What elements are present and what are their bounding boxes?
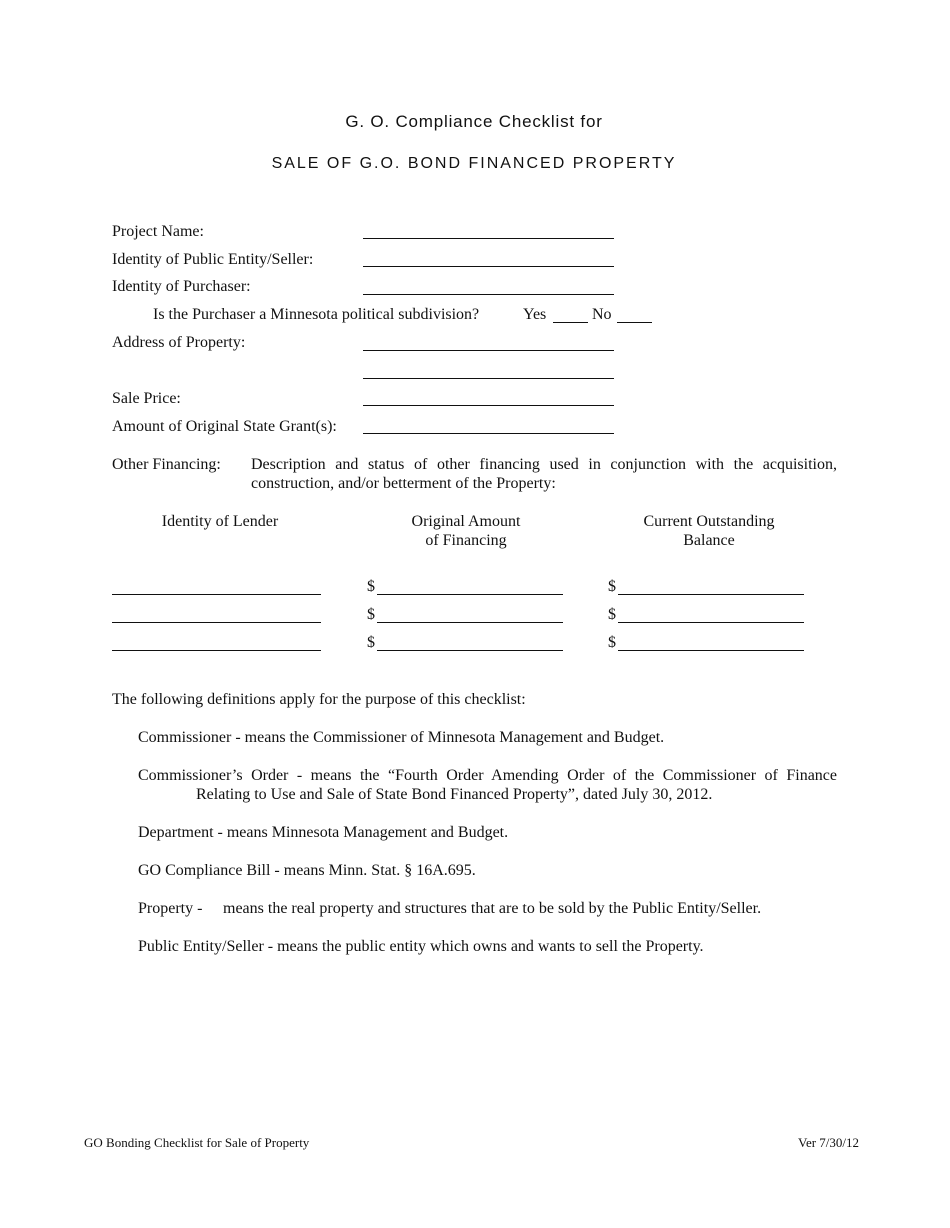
address-field-line1[interactable] — [363, 350, 614, 351]
subdivision-question: Is the Purchaser a Minnesota political subdivision? — [153, 306, 480, 323]
address-label: Address of Property: — [112, 334, 246, 351]
balance-field-2[interactable] — [618, 622, 804, 623]
project-name-label: Project Name: — [112, 223, 204, 240]
balance-field-3[interactable] — [618, 650, 804, 651]
original-amount-field-2[interactable] — [377, 622, 563, 623]
original-amount-field-1[interactable] — [377, 594, 563, 595]
column-header-original-line2: of Financing — [425, 532, 507, 549]
currency-symbol: $ — [608, 606, 616, 623]
column-header-original-line1: Original Amount — [411, 513, 521, 530]
footer-left: GO Bonding Checklist for Sale of Property — [84, 1135, 310, 1150]
other-financing-label: Other Financing: — [112, 456, 221, 473]
column-header-balance-line2: Balance — [683, 532, 735, 549]
grant-label: Amount of Original State Grant(s): — [112, 418, 337, 435]
definition-property-term: Property - — [138, 900, 203, 917]
currency-symbol: $ — [608, 578, 616, 595]
definition-compliance-bill: GO Compliance Bill - means Minn. Stat. § 16A.695. — [138, 862, 476, 879]
lender-field-1[interactable] — [112, 594, 321, 595]
currency-symbol: $ — [608, 634, 616, 651]
currency-symbol: $ — [367, 578, 375, 595]
project-name-field[interactable] — [363, 238, 614, 239]
public-entity-field[interactable] — [363, 266, 614, 267]
sale-price-field[interactable] — [363, 405, 614, 406]
yes-label: Yes — [523, 306, 547, 323]
purchaser-field[interactable] — [363, 294, 614, 295]
page-subtitle: SALE OF G.O. BOND FINANCED PROPERTY — [271, 155, 677, 172]
no-label: No — [592, 306, 612, 323]
currency-symbol: $ — [367, 606, 375, 623]
purchaser-label: Identity of Purchaser: — [112, 278, 251, 295]
definition-order-line1: Commissioner’s Order - means the “Fourth Order Amending Order of the Commissioner of Finance — [138, 767, 837, 784]
balance-field-1[interactable] — [618, 594, 804, 595]
lender-field-3[interactable] — [112, 650, 321, 651]
page-title: G. O. Compliance Checklist for — [345, 112, 603, 131]
definitions-intro: The following definitions apply for the purpose of this checklist: — [112, 691, 526, 708]
address-field-line2[interactable] — [363, 378, 614, 379]
column-header-balance-line1: Current Outstanding — [643, 513, 775, 530]
sale-price-label: Sale Price: — [112, 390, 181, 407]
financing-description-line2: construction, and/or betterment of the Property: — [251, 475, 556, 492]
definition-order-line2: Relating to Use and Sale of State Bond Financed Property”, dated July 30, 2012. — [196, 786, 713, 803]
yes-blank[interactable] — [553, 322, 588, 323]
column-header-lender: Identity of Lender — [161, 513, 279, 530]
grant-field[interactable] — [363, 433, 614, 434]
definition-property: means the real property and structures that are to be sold by the Public Entity/Seller. — [223, 900, 762, 917]
definition-department: Department - means Minnesota Management and Budget. — [138, 824, 509, 841]
footer-version: Ver 7/30/12 — [798, 1135, 860, 1150]
original-amount-field-3[interactable] — [377, 650, 563, 651]
lender-field-2[interactable] — [112, 622, 321, 623]
no-blank[interactable] — [617, 322, 652, 323]
financing-description-line1: Description and status of other financing used in conjunction with the acquisition, — [251, 456, 837, 473]
definition-commissioner: Commissioner - means the Commissioner of Minnesota Management and Budget. — [138, 729, 665, 746]
currency-symbol: $ — [367, 634, 375, 651]
public-entity-label: Identity of Public Entity/Seller: — [112, 251, 314, 268]
definition-public-entity: Public Entity/Seller - means the public entity which owns and wants to sell the Property. — [138, 938, 704, 955]
